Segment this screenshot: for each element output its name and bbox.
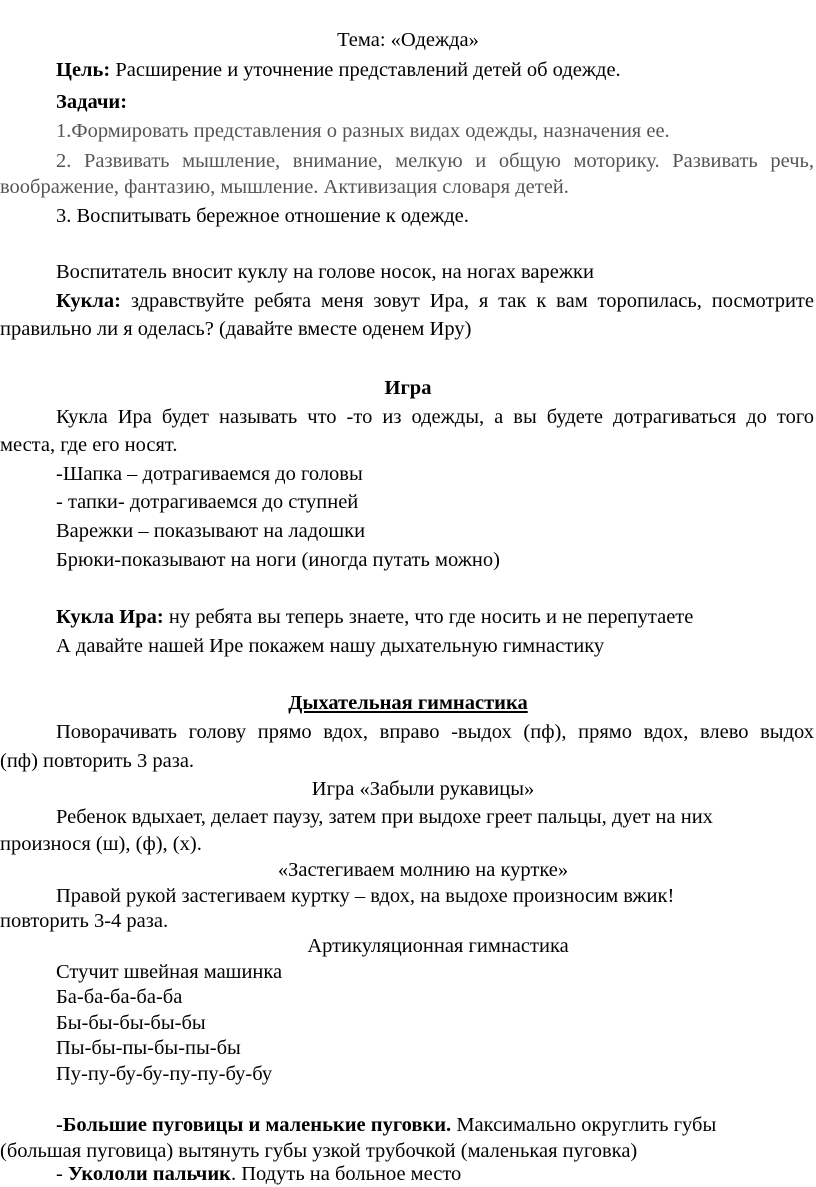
buttons-text: Максимально округлить губы [451,1114,717,1136]
breathing-line-1: Поворачивать голову прямо вдох, вправо -выдох (пф), прямо вдох, влево выдох [56,721,814,743]
doll-ira-line-1 [0,604,816,630]
articulation-line: Пы-бы-пы-бы-пы-бы [56,1037,241,1059]
zipper-line-2: повторить 3-4 раза. [0,910,169,932]
game-line-2: места, где его носят. [0,434,178,456]
game-heading-text: Игра [384,377,432,399]
game-item: - тапки- дотрагиваемся до ступней [56,491,359,513]
finger-text: . Подуть на больное место [230,1163,462,1185]
goal-label: Цель: [56,59,111,81]
task-2-line-2: воображение, фантазию, мышление. Активизация словаря детей. [0,176,569,198]
mittens-line-1: Ребенок вдыхает, делает паузу, затем при выдохе греет пальцы, дует на них [56,806,713,828]
doll-intro-line-2: правильно ли я оделась? (давайте вместе оденем Иру) [0,318,472,340]
doll-ira-text: ну ребята вы теперь знаете, что где носить и не перепутаете [163,606,694,628]
doll-intro-text: здравствуйте ребята меня зовут Ира, я так к вам торопилась, посмотрите [121,290,814,312]
goal-text: Расширение и уточнение представлений детей об одежде. [110,59,621,81]
articulation-line: Пу-пу-бу-бу-пу-пу-бу-бу [56,1063,273,1085]
task-1: 1.Формировать представления о разных видах одежды, назначения ее. [56,120,670,142]
doll-ira-line-2: А давайте нашей Ире покажем нашу дыхательную гимнастику [56,635,605,657]
tasks-heading [0,89,816,115]
game-item: -Шапка – дотрагиваемся до головы [56,463,363,485]
game-item: Варежки – показывают на ладошки [56,520,366,542]
mittens-line-2: произнося (ш), (ф), (х). [0,833,202,855]
doll-ira-label: Кукла Ира: [56,606,164,628]
finger-prefix: - [56,1163,68,1185]
doll-label: Кукла: [56,290,121,312]
task-2-line-1: 2. Развивать мышление, внимание, мелкую и общую моторику. Развивать речь, [56,150,814,172]
articulation-line: Бы-бы-бы-бы-бы [56,1012,206,1034]
teacher-intro: Воспитатель вносит куклу на голове носок, на ногах варежки [56,261,594,283]
game-heading [0,375,816,401]
task-3: 3. Воспитывать бережное отношение к одежде. [56,205,469,227]
page-title: Тема: «Одежда» [337,29,479,51]
zipper-heading: «Застегиваем молнию на куртке» [277,859,569,881]
goal-line [0,57,816,83]
buttons-line-2: (большая пуговица) вытянуть губы узкой трубочкой (маленькая пуговка) [0,1140,638,1162]
finger-title: Укололи пальчик [67,1163,231,1185]
articulation-line: Стучит швейная машинка [56,961,283,983]
finger-line [0,1161,816,1187]
breathing-heading [0,690,816,716]
game-line-1: Кукла Ира будет называть что -то из одежды, а вы будете дотрагиваться до того [56,406,814,428]
buttons-line-1 [0,1112,816,1138]
breathing-heading-text: Дыхательная гимнастика [288,692,528,714]
game-item: Брюки-показывают на ноги (иногда путать можно) [56,549,500,571]
mittens-heading: Игра «Забыли рукавицы» [311,778,535,800]
breathing-line-2: (пф) повторить 3 раза. [0,750,195,772]
buttons-title: -Большие пуговицы и маленькие пуговки. [56,1114,452,1136]
articulation-heading: Артикуляционная гимнастика [307,935,569,957]
articulation-line: Ба-ба-ба-ба-ба [56,986,183,1008]
zipper-line-1: Правой рукой застегиваем куртку – вдох, на выдохе произносим вжик! [56,885,675,907]
doll-intro-line-1 [0,288,816,314]
tasks-heading-text: Задачи: [56,91,128,113]
